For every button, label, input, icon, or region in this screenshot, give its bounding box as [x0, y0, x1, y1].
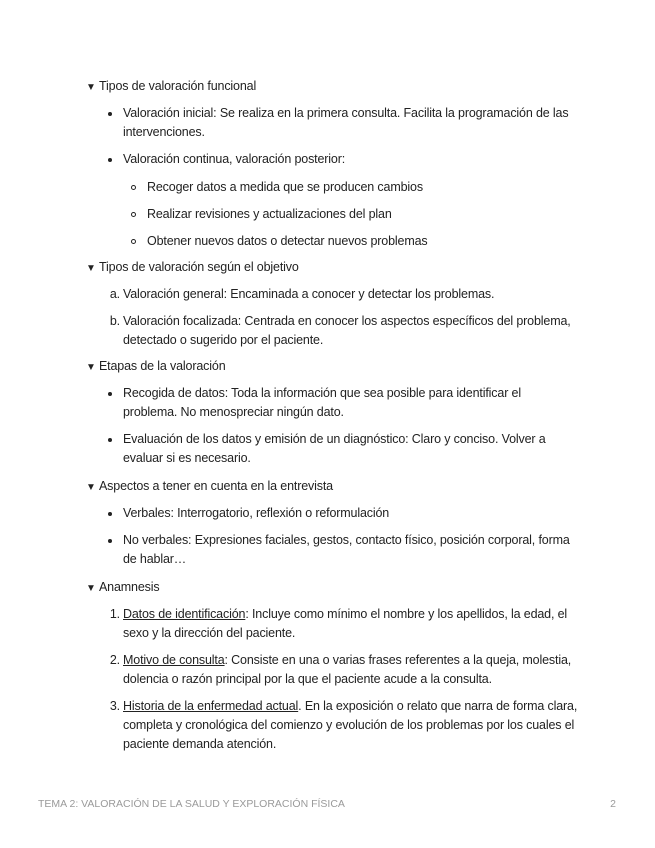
list-item: Recogida de datos: Toda la información que sea posible para identificar el problema. No menospreciar ningún dato.	[86, 384, 578, 422]
sub-list-item: Realizar revisiones y actualizaciones del plan	[86, 205, 586, 224]
sub-list-item: Recoger datos a medida que se producen cambios	[86, 178, 586, 197]
bullet-icon	[108, 512, 112, 516]
section-heading: Anamnesis	[99, 580, 160, 594]
section-heading: Tipos de valoración funcional	[99, 79, 257, 93]
term-underlined: Historia de la enfermedad actual	[123, 699, 299, 713]
section-heading: Etapas de la valoración	[99, 359, 226, 373]
bullet-icon	[108, 539, 112, 543]
numbered-list	[86, 605, 586, 754]
hollow-bullet-icon	[131, 185, 136, 190]
footer-title: TEMA 2: VALORACIÓN DE LA SALUD Y EXPLORACIÓN FÍSICA	[38, 798, 345, 810]
section-heading: Tipos de valoración según el objetivo	[99, 260, 299, 274]
toggle-triangle-icon[interactable]: ▼	[86, 82, 96, 93]
bullet-icon	[108, 438, 112, 442]
toggle-heading[interactable]	[86, 477, 586, 496]
list-item: 1. Datos de identificación: Incluye como mínimo el nombre y los apellidos, la edad, el sexo y la dirección del paciente.	[109, 607, 568, 640]
list-item: No verbales: Expresiones faciales, gestos, contacto físico, posición corporal, forma de hablar…	[86, 531, 578, 569]
hollow-bullet-icon	[131, 212, 136, 217]
list-item: a. Valoración general: Encaminada a conocer y detectar los problemas.	[109, 287, 495, 301]
toggle-heading[interactable]	[86, 258, 586, 277]
page-footer	[38, 798, 616, 810]
section-etapas-valoracion	[86, 357, 586, 468]
list-item: Valoración inicial: Se realiza en la primera consulta. Facilita la programación de las intervenciones.	[86, 104, 578, 142]
toggle-triangle-icon[interactable]: ▼	[86, 263, 96, 274]
section-anamnesis	[86, 578, 586, 754]
page-number: 2	[610, 798, 616, 810]
bullet-icon	[108, 392, 112, 396]
toggle-triangle-icon[interactable]: ▼	[86, 362, 96, 373]
bullet-list	[86, 504, 586, 569]
sub-bullet-list	[86, 178, 586, 251]
section-aspectos-entrevista	[86, 477, 586, 569]
toggle-heading[interactable]	[86, 357, 586, 376]
bullet-list	[86, 104, 586, 169]
bullet-icon	[108, 112, 112, 116]
toggle-triangle-icon[interactable]: ▼	[86, 583, 96, 594]
bullet-icon	[108, 158, 112, 162]
toggle-heading[interactable]	[86, 578, 586, 597]
list-item: Verbales: Interrogatorio, reflexión o reformulación	[86, 504, 578, 523]
toggle-triangle-icon[interactable]: ▼	[86, 482, 96, 493]
section-tipos-valoracion-funcional	[86, 77, 586, 251]
sub-list-item: Obtener nuevos datos o detectar nuevos problemas	[86, 232, 586, 251]
term-underlined: Datos de identificación	[123, 607, 246, 621]
list-item: Valoración continua, valoración posterior:	[86, 150, 578, 169]
lettered-list	[86, 285, 586, 350]
list-item: 2. Motivo de consulta: Consiste en una o varias frases referentes a la queja, molestia, dolencia o razón principal por la que el paciente acude a la consulta.	[109, 653, 572, 686]
list-item: Evaluación de los datos y emisión de un diagnóstico: Claro y conciso. Volver a evaluar si es necesario.	[86, 430, 578, 468]
toggle-heading[interactable]	[86, 77, 586, 96]
list-item: 3. Historia de la enfermedad actual. En la exposición o relato que narra de forma clara, completa y cronológica del comienzo y evolución de los problemas por los cuales el paciente demanda atención.	[109, 699, 578, 751]
term-underlined: Motivo de consulta	[123, 653, 225, 667]
list-item: b. Valoración focalizada: Centrada en conocer los aspectos específicos del problema, detectado o sugerido por el paciente.	[109, 314, 571, 347]
bullet-list	[86, 384, 586, 468]
section-heading: Aspectos a tener en cuenta en la entrevista	[99, 479, 333, 493]
hollow-bullet-icon	[131, 239, 136, 244]
section-tipos-valoracion-objetivo	[86, 258, 586, 350]
